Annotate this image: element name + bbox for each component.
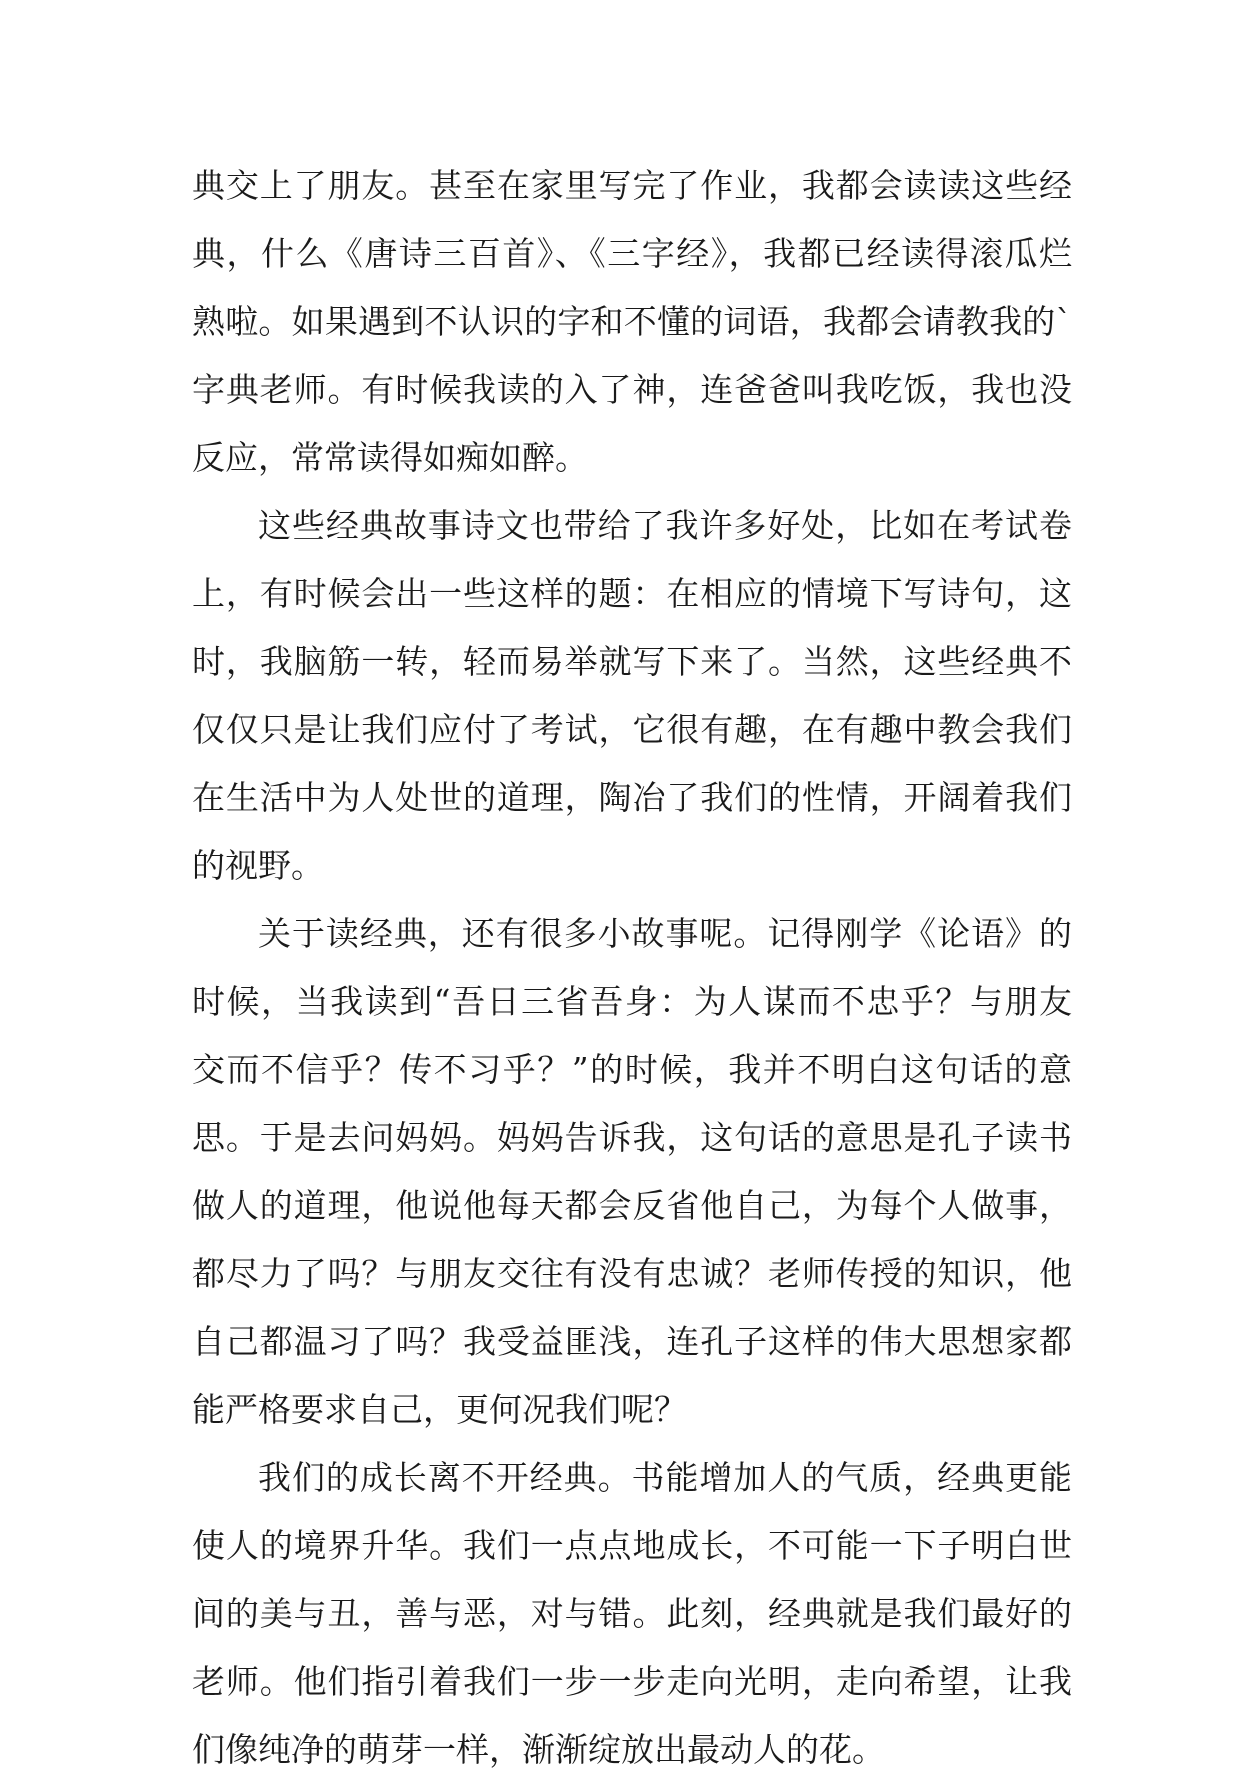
paragraph-3: [192, 908, 1072, 1436]
paragraph-4: [192, 1452, 1072, 1776]
text-line: 典，什么《唐诗三百首》、《三字经》，我都已经读得滚瓜烂: [192, 234, 1072, 273]
text-line: 时，我脑筋一转，轻而易举就写下来了。当然，这些经典不: [192, 642, 1072, 681]
text-line: 这些经典故事诗文也带给了我许多好处，比如在考试卷: [258, 506, 1072, 545]
text-line: 能严格要求自己，更何况我们呢？: [192, 1390, 687, 1429]
text-line: 们像纯净的萌芽一样，渐渐绽放出最动人的花。: [192, 1730, 885, 1769]
text-line: 时候，当我读到“吾日三省吾身：为人谋而不忠乎？与朋友: [192, 982, 1072, 1021]
text-line: 间的美与丑，善与恶，对与错。此刻，经典就是我们最好的: [192, 1594, 1072, 1633]
text-line: 典交上了朋友。甚至在家里写完了作业，我都会读读这些经: [192, 166, 1072, 205]
text-line: 思。于是去问妈妈。妈妈告诉我，这句话的意思是孔子读书: [192, 1118, 1072, 1157]
text-line: 关于读经典，还有很多小故事呢。记得刚学《论语》的: [258, 914, 1072, 953]
paragraph-1: [192, 160, 1072, 484]
text-line: 我们的成长离不开经典。书能增加人的气质，经典更能: [258, 1458, 1072, 1497]
text-line: 上，有时候会出一些这样的题：在相应的情境下写诗句，这: [192, 574, 1072, 613]
paragraph-2: [192, 500, 1072, 892]
text-line: 在生活中为人处世的道理，陶冶了我们的性情，开阔着我们: [192, 778, 1072, 817]
text-line: 使人的境界升华。我们一点点地成长，不可能一下子明白世: [192, 1526, 1072, 1565]
text-line: 自己都温习了吗？我受益匪浅，连孔子这样的伟大思想家都: [192, 1322, 1072, 1361]
text-line: 交而不信乎？传不习乎？”的时候，我并不明白这句话的意: [192, 1050, 1072, 1089]
text-line: 的视野。: [192, 846, 324, 885]
text-line: 老师。他们指引着我们一步一步走向光明，走向希望，让我: [192, 1662, 1072, 1701]
text-line: 反应，常常读得如痴如醉。: [192, 438, 588, 477]
text-line: 都尽力了吗？与朋友交往有没有忠诚？老师传授的知识，他: [192, 1254, 1072, 1293]
text-line: 字典老师。有时候我读的入了神，连爸爸叫我吃饭，我也没: [192, 370, 1072, 409]
text-line: 熟啦。如果遇到不认识的字和不懂的词语，我都会请教我的`: [192, 302, 1072, 341]
text-line: 做人的道理，他说他每天都会反省他自己，为每个人做事，: [192, 1186, 1072, 1225]
text-line: 仅仅只是让我们应付了考试，它很有趣，在有趣中教会我们: [192, 710, 1072, 749]
document-body: [192, 160, 1072, 1792]
